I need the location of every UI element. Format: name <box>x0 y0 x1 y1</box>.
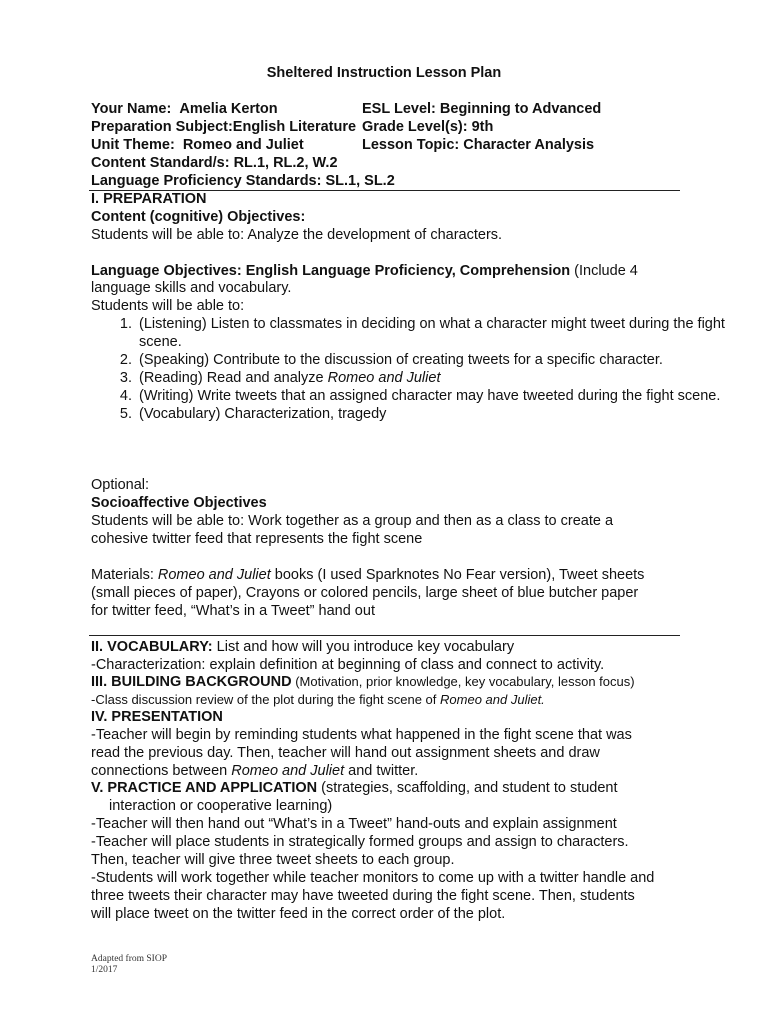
language-objectives-note-2: language skills and vocabulary. <box>91 280 292 296</box>
vocabulary-row <box>91 638 514 656</box>
vocabulary-note: List and how will you introduce key vocabulary <box>212 639 515 655</box>
unit-theme-label: Unit Theme: <box>91 137 175 153</box>
list-item: 5. (Vocabulary) Characterization, tragedy <box>136 405 726 423</box>
socioaffective-heading: Socioaffective Objectives <box>91 495 267 511</box>
unit-theme-row <box>91 136 304 154</box>
practice-line: three tweets their character may have tweeted during the fight scene. Then, students <box>91 888 635 904</box>
list-item: 3. (Reading) Read and analyze Romeo and Juliet <box>136 369 726 387</box>
optional-label: Optional: <box>91 477 150 493</box>
presentation-line-1: -Teacher will begin by reminding students what happened in the fight scene that was <box>91 727 632 743</box>
presentation-heading: IV. PRESENTATION <box>91 709 223 725</box>
lesson-topic: Lesson Topic: Character Analysis <box>362 137 595 153</box>
materials-line-1: Materials: Romeo and Juliet books (I used Sparknotes No Fear version), Tweet sheets <box>91 567 645 583</box>
name-value: Amelia Kerton <box>179 101 278 117</box>
section-divider <box>89 635 680 636</box>
content-objectives-text: Students will be able to: Analyze the development of characters. <box>91 227 503 243</box>
esl-level: ESL Level: Beginning to Advanced <box>362 101 602 117</box>
unit-theme-value: Romeo and Juliet <box>182 137 304 153</box>
language-objectives-heading: Language Objectives: English Language Proficiency, Comprehension <box>91 263 571 279</box>
content-standards: Content Standard/s: RL.1, RL.2, W.2 <box>91 155 338 171</box>
preparation-heading: I. PREPARATION <box>91 191 207 207</box>
vocabulary-text: -Characterization: explain definition at beginning of class and connect to activity. <box>91 657 605 673</box>
grade-level: Grade Level(s): 9th <box>362 119 494 135</box>
language-objectives-row <box>91 262 638 280</box>
language-objectives-note: (Include 4 <box>570 263 638 279</box>
materials-line-2: (small pieces of paper), Crayons or colored pencils, large sheet of blue butcher paper <box>91 585 639 601</box>
list-item: 2. (Speaking) Contribute to the discussion of creating tweets for a specific character. <box>136 351 726 369</box>
footer-source: Adapted from SIOP <box>91 954 167 964</box>
preparation-subject: Preparation Subject:English Literature <box>91 119 357 135</box>
background-text: -Class discussion review of the plot during the fight scene of Romeo and Juliet. <box>91 692 545 707</box>
practice-note-2: interaction or cooperative learning) <box>109 798 333 814</box>
footer-date: 1/2017 <box>91 965 118 975</box>
background-row <box>91 673 635 691</box>
practice-line: -Teacher will then hand out “What’s in a Tweet” hand-outs and explain assignment <box>91 816 617 832</box>
name-label: Your Name: <box>91 101 172 117</box>
students-able-label: Students will be able to: <box>91 298 245 314</box>
content-objectives-heading: Content (cognitive) Objectives: <box>91 209 306 225</box>
list-item: 4. (Writing) Write tweets that an assigned character may have tweeted during the fight scene. <box>136 387 726 405</box>
page-title: Sheltered Instruction Lesson Plan <box>266 65 502 81</box>
practice-line: -Students will work together while teacher monitors to come up with a twitter handle and <box>91 870 655 886</box>
materials-line-3: for twitter feed, “What’s in a Tweet” hand out <box>91 603 375 619</box>
background-note: (Motivation, prior knowledge, key vocabulary, lesson focus) <box>291 674 635 689</box>
socioaffective-text-2: cohesive twitter feed that represents the fight scene <box>91 531 423 547</box>
socioaffective-text-1: Students will be able to: Work together as a group and then as a class to create a <box>91 513 614 529</box>
background-heading: III. BUILDING BACKGROUND <box>91 674 292 690</box>
presentation-line-2: read the previous day. Then, teacher will hand out assignment sheets and draw <box>91 745 600 761</box>
name-row <box>91 100 278 118</box>
practice-line: will place tweet on the twitter feed in the correct order of the plot. <box>91 906 506 922</box>
presentation-line-3: connections between Romeo and Juliet and twitter. <box>91 763 419 779</box>
practice-heading: V. PRACTICE AND APPLICATION <box>91 780 318 796</box>
list-item: 1. (Listening) Listen to classmates in deciding on what a character might tweet during the fight scene. <box>136 315 726 351</box>
language-standards: Language Proficiency Standards: SL.1, SL.2 <box>91 173 395 189</box>
practice-row <box>91 779 618 797</box>
vocabulary-heading: II. VOCABULARY: <box>91 639 213 655</box>
practice-note: (strategies, scaffolding, and student to student <box>317 780 618 796</box>
language-objectives-list <box>91 315 726 423</box>
practice-line: Then, teacher will give three tweet sheets to each group. <box>91 852 455 868</box>
practice-line: -Teacher will place students in strategically formed groups and assign to characters. <box>91 834 629 850</box>
